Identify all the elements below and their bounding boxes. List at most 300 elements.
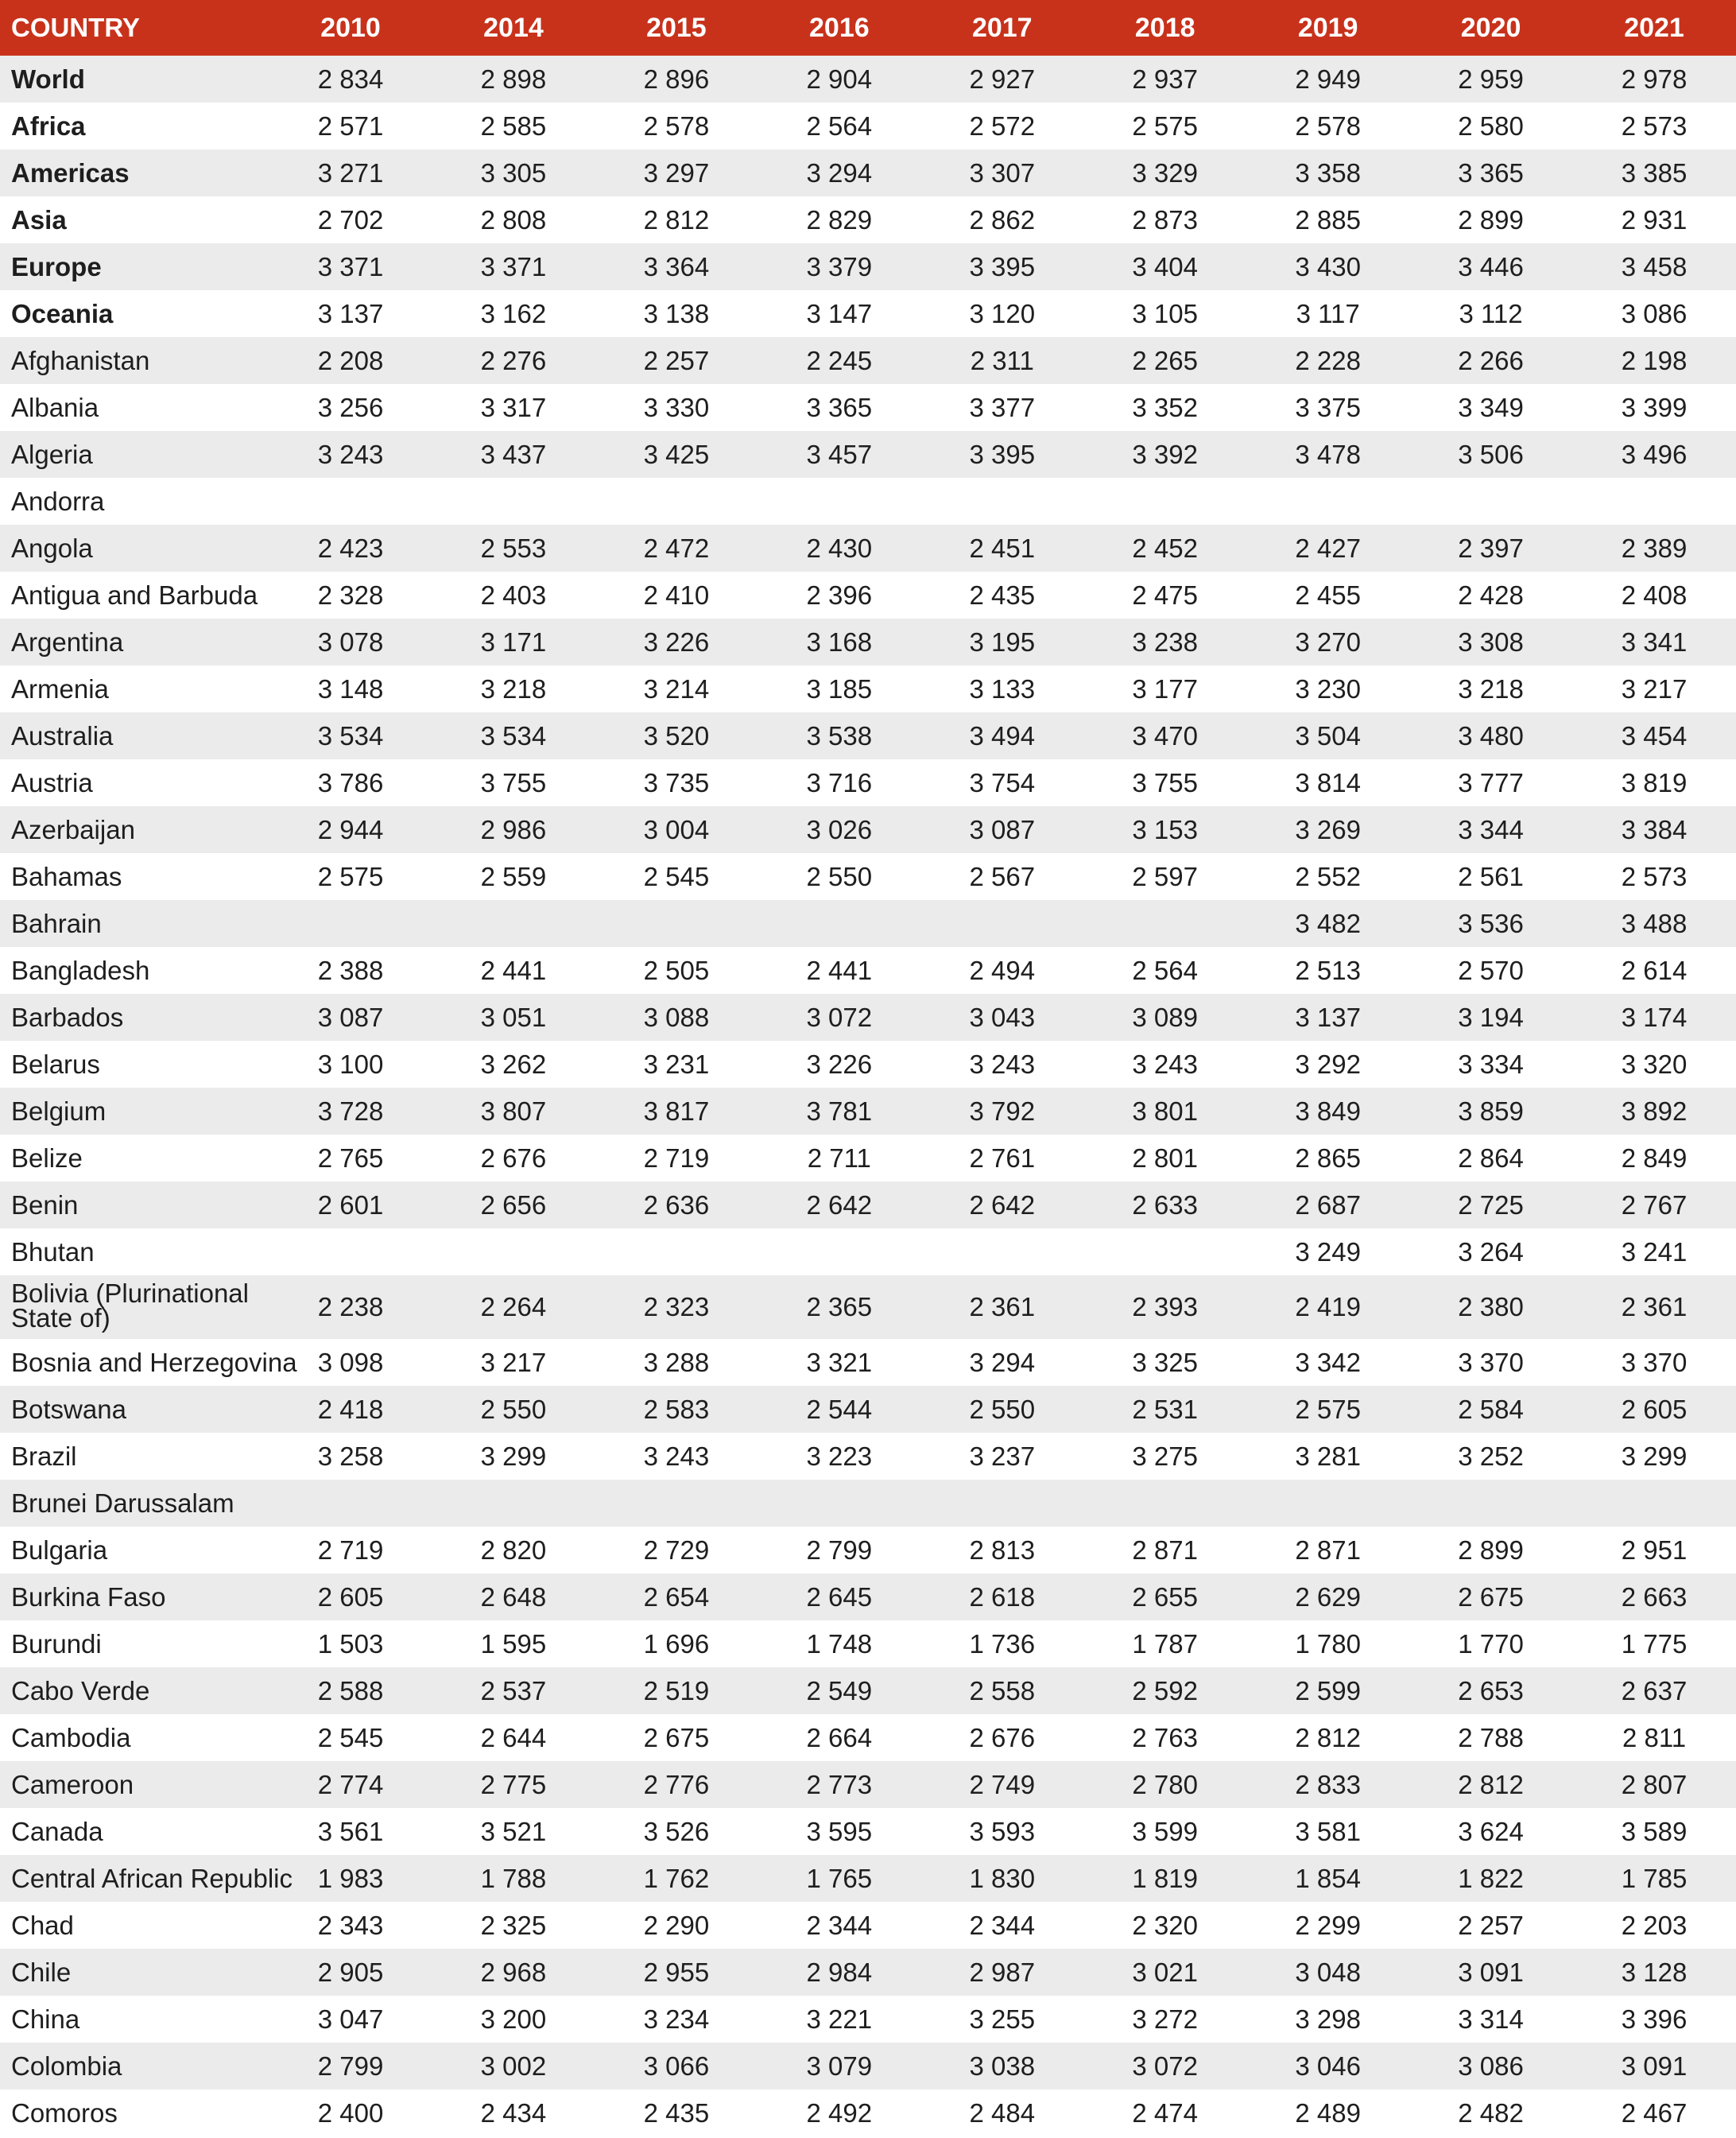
value-cell: 3 137: [1295, 1002, 1361, 1032]
value-cell: 1 595: [480, 1628, 547, 1659]
country-cell: Azerbaijan: [11, 814, 135, 844]
value-cell: 3 269: [1295, 814, 1361, 844]
value-cell: 3 237: [969, 1441, 1036, 1471]
column-header-year: 2021: [1624, 12, 1684, 43]
value-cell: 2 400: [317, 2097, 384, 2128]
value-cell: 3 526: [643, 1816, 710, 1846]
value-cell: 3 425: [643, 439, 710, 469]
value-cell: 3 230: [1295, 673, 1361, 704]
table-row: [0, 384, 1736, 431]
value-cell: 2 531: [1132, 1394, 1198, 1424]
value-cell: 2 865: [1295, 1143, 1361, 1173]
value-cell: [432, 900, 595, 947]
value-cell: 3 078: [317, 627, 384, 657]
country-cell: Belarus: [11, 1049, 100, 1079]
value-cell: 2 725: [1458, 1189, 1524, 1220]
table-row: [0, 1949, 1736, 1996]
value-cell: 3 470: [1132, 720, 1198, 751]
table-row: [0, 1339, 1736, 1386]
value-cell: 3 371: [317, 251, 384, 281]
value-cell: 2 266: [1458, 345, 1524, 375]
value-cell: 3 231: [643, 1049, 710, 1079]
value-cell: 1 787: [1132, 1628, 1198, 1659]
value-cell: 2 719: [317, 1535, 384, 1565]
value-cell: 3 728: [317, 1096, 384, 1126]
value-cell: 2 904: [806, 64, 873, 94]
value-cell: 2 834: [317, 64, 384, 94]
value-cell: 2 655: [1132, 1581, 1198, 1612]
value-cell: 3 349: [1458, 392, 1524, 422]
value-cell: 2 592: [1132, 1675, 1198, 1705]
value-cell: 2 664: [806, 1722, 873, 1752]
table-row: [0, 243, 1736, 290]
value-cell: 3 243: [969, 1049, 1036, 1079]
value-cell: 2 434: [480, 2097, 547, 2128]
value-cell: 1 785: [1621, 1863, 1688, 1893]
value-cell: 1 770: [1458, 1628, 1524, 1659]
country-cell: Oceania: [11, 298, 114, 328]
value-cell: 2 833: [1295, 1769, 1361, 1799]
value-cell: 2 629: [1295, 1581, 1361, 1612]
value-cell: 3 314: [1458, 2004, 1524, 2034]
value-cell: 3 153: [1132, 814, 1198, 844]
country-cell: Comoros: [11, 2097, 118, 2128]
value-cell: 2 567: [969, 861, 1036, 891]
value-cell: 2 320: [1132, 1910, 1198, 1940]
table-row: [0, 290, 1736, 337]
value-cell: 2 955: [643, 1957, 710, 1987]
value-cell: 3 002: [480, 2051, 547, 2081]
value-cell: 2 676: [480, 1143, 547, 1173]
value-cell: [1246, 1480, 1409, 1527]
value-cell: 2 494: [969, 955, 1036, 985]
value-cell: 1 830: [969, 1863, 1036, 1893]
value-cell: 2 648: [480, 1581, 547, 1612]
value-cell: 3 392: [1132, 439, 1198, 469]
country-cell: Belgium: [11, 1096, 107, 1126]
value-cell: 1 983: [317, 1863, 384, 1893]
value-cell: 2 575: [1132, 111, 1198, 141]
country-cell: Cabo Verde: [11, 1675, 150, 1705]
value-cell: 3 177: [1132, 673, 1198, 704]
value-cell: 3 004: [643, 814, 710, 844]
value-cell: 3 243: [1132, 1049, 1198, 1079]
table-row: [0, 900, 1736, 947]
value-cell: 1 762: [643, 1863, 710, 1893]
value-cell: 3 079: [806, 2051, 873, 2081]
value-cell: 2 558: [969, 1675, 1036, 1705]
country-cell: Argentina: [11, 627, 124, 657]
value-cell: 3 086: [1621, 298, 1688, 328]
country-cell: Bahrain: [11, 908, 102, 938]
value-cell: 3 089: [1132, 1002, 1198, 1032]
value-cell: 3 521: [480, 1816, 547, 1846]
value-cell: 2 361: [969, 1292, 1036, 1321]
value-cell: 2 788: [1458, 1722, 1524, 1752]
country-cell: Americas: [11, 157, 130, 188]
value-cell: 2 984: [806, 1957, 873, 1987]
country-cell: Barbados: [11, 1002, 124, 1032]
value-cell: 2 642: [969, 1189, 1036, 1220]
value-cell: 2 896: [643, 64, 710, 94]
value-cell: 3 297: [643, 157, 710, 188]
value-cell: 2 763: [1132, 1722, 1198, 1752]
value-cell: 2 573: [1621, 111, 1688, 141]
country-cell: Chad: [11, 1910, 74, 1940]
country-cell: Andorra: [11, 486, 105, 516]
value-cell: 3 755: [1132, 767, 1198, 797]
value-cell: 3 589: [1621, 1816, 1688, 1846]
value-cell: 2 601: [317, 1189, 384, 1220]
value-cell: 2 492: [806, 2097, 873, 2128]
value-cell: 2 323: [643, 1292, 710, 1321]
value-cell: 2 564: [806, 111, 873, 141]
value-cell: 3 859: [1458, 1096, 1524, 1126]
value-cell: 3 262: [480, 1049, 547, 1079]
table-row: [0, 337, 1736, 384]
value-cell: 3 271: [317, 157, 384, 188]
value-cell: 2 820: [480, 1535, 547, 1565]
value-cell: 3 255: [969, 2004, 1036, 2034]
value-cell: 3 221: [806, 2004, 873, 2034]
value-cell: 2 905: [317, 1957, 384, 1987]
country-cell: Brunei Darussalam: [11, 1488, 234, 1518]
value-cell: 3 281: [1295, 1441, 1361, 1471]
value-cell: 3 385: [1621, 157, 1688, 188]
value-cell: 2 749: [969, 1769, 1036, 1799]
column-header-year: 2019: [1297, 12, 1358, 43]
table-row: [0, 2089, 1736, 2136]
table-row: [0, 1275, 1736, 1339]
value-cell: 3 174: [1621, 1002, 1688, 1032]
value-cell: 3 754: [969, 767, 1036, 797]
value-cell: 2 257: [643, 345, 710, 375]
value-cell: 3 342: [1295, 1347, 1361, 1377]
value-cell: 3 226: [806, 1049, 873, 1079]
value-cell: 3 488: [1621, 908, 1688, 938]
value-cell: 3 162: [480, 298, 547, 328]
value-cell: 3 292: [1295, 1049, 1361, 1079]
value-cell: 2 767: [1621, 1189, 1688, 1220]
value-cell: 2 987: [969, 1957, 1036, 1987]
value-cell: 3 087: [317, 1002, 384, 1032]
table-row: [0, 103, 1736, 149]
value-cell: [269, 1480, 432, 1527]
value-cell: 3 792: [969, 1096, 1036, 1126]
value-cell: 3 238: [1132, 627, 1198, 657]
value-cell: 3 561: [317, 1816, 384, 1846]
value-cell: [1409, 478, 1572, 525]
value-cell: 2 959: [1458, 64, 1524, 94]
value-cell: 2 408: [1621, 580, 1688, 610]
value-cell: 2 780: [1132, 1769, 1198, 1799]
value-cell: 2 208: [317, 345, 384, 375]
value-cell: 2 931: [1621, 204, 1688, 235]
table-row: [0, 947, 1736, 994]
value-cell: 2 637: [1621, 1675, 1688, 1705]
value-cell: 2 467: [1621, 2097, 1688, 2128]
value-cell: 2 899: [1458, 1535, 1524, 1565]
value-cell: 2 775: [480, 1769, 547, 1799]
value-cell: 2 264: [480, 1292, 547, 1321]
value-cell: 3 168: [806, 627, 873, 657]
country-cell: Chile: [11, 1957, 72, 1987]
value-cell: 3 200: [480, 2004, 547, 2034]
value-cell: 3 506: [1458, 439, 1524, 469]
value-cell: 2 899: [1458, 204, 1524, 235]
value-cell: 3 520: [643, 720, 710, 751]
value-cell: [595, 900, 758, 947]
value-cell: [269, 900, 432, 947]
value-cell: 2 642: [806, 1189, 873, 1220]
value-cell: 2 811: [1622, 1722, 1687, 1752]
value-cell: 2 552: [1295, 861, 1361, 891]
value-cell: 2 944: [317, 814, 384, 844]
value-cell: 3 341: [1621, 627, 1688, 657]
value-cell: 3 043: [969, 1002, 1036, 1032]
value-cell: 2 245: [806, 345, 873, 375]
column-header-year: 2015: [646, 12, 707, 43]
value-cell: 3 370: [1458, 1347, 1524, 1377]
value-cell: 3 781: [806, 1096, 873, 1126]
value-cell: 2 482: [1458, 2097, 1524, 2128]
value-cell: 2 605: [1621, 1394, 1688, 1424]
value-cell: 2 238: [317, 1292, 384, 1321]
value-cell: 2 618: [969, 1581, 1036, 1612]
value-cell: 2 871: [1132, 1535, 1198, 1565]
value-cell: 2 578: [643, 111, 710, 141]
value-cell: 2 561: [1458, 861, 1524, 891]
value-cell: 2 519: [643, 1675, 710, 1705]
value-cell: 2 441: [480, 955, 547, 985]
table-row: [0, 56, 1736, 103]
value-cell: 2 583: [643, 1394, 710, 1424]
value-cell: 2 365: [806, 1292, 873, 1321]
value-cell: 2 441: [806, 955, 873, 985]
country-cell: Colombia: [11, 2051, 122, 2081]
table-row: [0, 196, 1736, 243]
value-cell: 2 862: [969, 204, 1036, 235]
value-cell: 3 716: [806, 767, 873, 797]
value-cell: 3 593: [969, 1816, 1036, 1846]
country-cell: Bosnia and Herzegovina: [11, 1347, 297, 1377]
value-cell: 3 138: [643, 298, 710, 328]
value-cell: 2 537: [480, 1675, 547, 1705]
value-cell: 2 344: [806, 1910, 873, 1940]
value-cell: 2 380: [1458, 1292, 1524, 1321]
value-cell: 3 320: [1621, 1049, 1688, 1079]
value-cell: 2 799: [806, 1535, 873, 1565]
table-row: [0, 665, 1736, 712]
value-cell: 2 849: [1621, 1143, 1688, 1173]
value-cell: 3 344: [1458, 814, 1524, 844]
country-cell: Albania: [11, 392, 99, 422]
value-cell: 3 048: [1295, 1957, 1361, 1987]
value-cell: 1 819: [1132, 1863, 1198, 1893]
value-cell: 2 545: [317, 1722, 384, 1752]
value-cell: 3 117: [1296, 298, 1360, 328]
value-cell: 3 801: [1132, 1096, 1198, 1126]
country-cell: [0, 1275, 269, 1339]
value-cell: 3 735: [643, 767, 710, 797]
value-cell: 2 418: [317, 1394, 384, 1424]
table-body: [0, 56, 1736, 2136]
value-cell: 2 951: [1621, 1535, 1688, 1565]
value-cell: 2 812: [1295, 1722, 1361, 1752]
country-cell: Bahamas: [11, 861, 122, 891]
table-row: [0, 1228, 1736, 1275]
value-cell: 3 026: [806, 814, 873, 844]
value-cell: 3 480: [1458, 720, 1524, 751]
value-cell: [1083, 1228, 1246, 1275]
value-cell: 3 504: [1295, 720, 1361, 751]
table-row: [0, 1855, 1736, 1902]
value-cell: 2 451: [969, 533, 1036, 563]
value-cell: 2 550: [480, 1394, 547, 1424]
country-cell: Armenia: [11, 673, 109, 704]
value-cell: 3 047: [317, 2004, 384, 2034]
value-cell: 2 559: [480, 861, 547, 891]
country-cell: Bhutan: [11, 1236, 95, 1267]
value-cell: 2 228: [1295, 345, 1361, 375]
value-cell: 2 729: [643, 1535, 710, 1565]
value-cell: 3 317: [480, 392, 547, 422]
value-cell: 2 636: [643, 1189, 710, 1220]
value-cell: 2 614: [1621, 955, 1688, 985]
value-cell: 2 472: [643, 533, 710, 563]
value-cell: 3 091: [1458, 1957, 1524, 1987]
value-cell: 3 088: [643, 1002, 710, 1032]
value-cell: 2 978: [1621, 64, 1688, 94]
column-header-year: 2020: [1460, 12, 1521, 43]
value-cell: 3 294: [969, 1347, 1036, 1377]
country-cell: World: [11, 64, 85, 94]
value-cell: 3 194: [1458, 1002, 1524, 1032]
value-cell: 2 572: [969, 111, 1036, 141]
header-row: [0, 0, 1736, 56]
value-cell: 2 719: [643, 1143, 710, 1173]
value-cell: 3 330: [643, 392, 710, 422]
table-row: [0, 1088, 1736, 1135]
table-row: [0, 1527, 1736, 1573]
value-cell: 2 388: [317, 955, 384, 985]
value-cell: 2 898: [480, 64, 547, 94]
table-row: [0, 1761, 1736, 1808]
table-row: [0, 1480, 1736, 1527]
value-cell: 2 550: [969, 1394, 1036, 1424]
value-cell: 2 311: [970, 345, 1034, 375]
value-cell: 2 570: [1458, 955, 1524, 985]
value-cell: 3 379: [806, 251, 873, 281]
value-cell: 2 545: [643, 861, 710, 891]
value-cell: 3 334: [1458, 1049, 1524, 1079]
value-cell: 3 185: [806, 673, 873, 704]
value-cell: 3 256: [317, 392, 384, 422]
value-cell: 2 393: [1132, 1292, 1198, 1321]
value-cell: 3 352: [1132, 392, 1198, 422]
country-cell: Cambodia: [11, 1722, 131, 1752]
value-cell: [920, 1480, 1083, 1527]
table-row: [0, 431, 1736, 478]
country-cell: Bulgaria: [11, 1535, 108, 1565]
value-cell: 3 072: [806, 1002, 873, 1032]
value-cell: 2 812: [1458, 1769, 1524, 1799]
value-cell: 3 051: [480, 1002, 547, 1032]
value-cell: 3 270: [1295, 627, 1361, 657]
value-cell: 2 361: [1621, 1292, 1688, 1321]
country-name: Bolivia (Plurinational State of): [11, 1279, 249, 1333]
value-cell: 3 364: [643, 251, 710, 281]
value-cell: 3 329: [1132, 157, 1198, 188]
table-row: [0, 1714, 1736, 1761]
value-cell: 2 761: [969, 1143, 1036, 1173]
table-row: [0, 1902, 1736, 1949]
table-row: [0, 2043, 1736, 2089]
value-cell: 3 624: [1458, 1816, 1524, 1846]
value-cell: 2 807: [1621, 1769, 1688, 1799]
value-cell: 2 544: [806, 1394, 873, 1424]
value-cell: 3 298: [1295, 2004, 1361, 2034]
value-cell: 2 265: [1132, 345, 1198, 375]
value-cell: 2 571: [317, 111, 384, 141]
value-cell: 3 299: [480, 1441, 547, 1471]
value-cell: 3 365: [806, 392, 873, 422]
value-cell: 2 435: [969, 580, 1036, 610]
value-cell: [920, 478, 1083, 525]
value-cell: 3 325: [1132, 1347, 1198, 1377]
value-cell: [269, 478, 432, 525]
value-cell: 2 389: [1621, 533, 1688, 563]
value-cell: 3 817: [643, 1096, 710, 1126]
value-cell: [758, 900, 920, 947]
value-cell: 2 675: [1458, 1581, 1524, 1612]
value-cell: 3 849: [1295, 1096, 1361, 1126]
value-cell: 3 294: [806, 157, 873, 188]
value-cell: 3 091: [1621, 2051, 1688, 2081]
value-cell: 3 819: [1621, 767, 1688, 797]
country-cell: Canada: [11, 1816, 103, 1846]
value-cell: [758, 478, 920, 525]
value-cell: 3 807: [480, 1096, 547, 1126]
value-cell: 1 748: [806, 1628, 873, 1659]
value-cell: 3 446: [1458, 251, 1524, 281]
value-cell: 3 264: [1458, 1236, 1524, 1267]
value-cell: 2 605: [317, 1581, 384, 1612]
value-cell: 1 503: [317, 1628, 384, 1659]
value-cell: 2 580: [1458, 111, 1524, 141]
value-cell: 3 218: [480, 673, 547, 704]
value-cell: 3 496: [1621, 439, 1688, 469]
value-cell: 2 765: [317, 1143, 384, 1173]
value-cell: 2 644: [480, 1722, 547, 1752]
value-cell: 2 428: [1458, 580, 1524, 610]
value-cell: [758, 1228, 920, 1275]
value-cell: 3 217: [1621, 673, 1688, 704]
value-cell: 2 484: [969, 2097, 1036, 2128]
value-cell: [595, 478, 758, 525]
value-cell: 3 275: [1132, 1441, 1198, 1471]
value-cell: 2 513: [1295, 955, 1361, 985]
column-header-country: COUNTRY: [11, 13, 140, 42]
value-cell: 3 133: [969, 673, 1036, 704]
value-cell: 3 786: [317, 767, 384, 797]
value-cell: [595, 1228, 758, 1275]
value-cell: 3 395: [969, 251, 1036, 281]
value-cell: [1409, 1480, 1572, 1527]
table-row: [0, 1182, 1736, 1228]
value-cell: 3 534: [480, 720, 547, 751]
value-cell: 1 736: [969, 1628, 1036, 1659]
